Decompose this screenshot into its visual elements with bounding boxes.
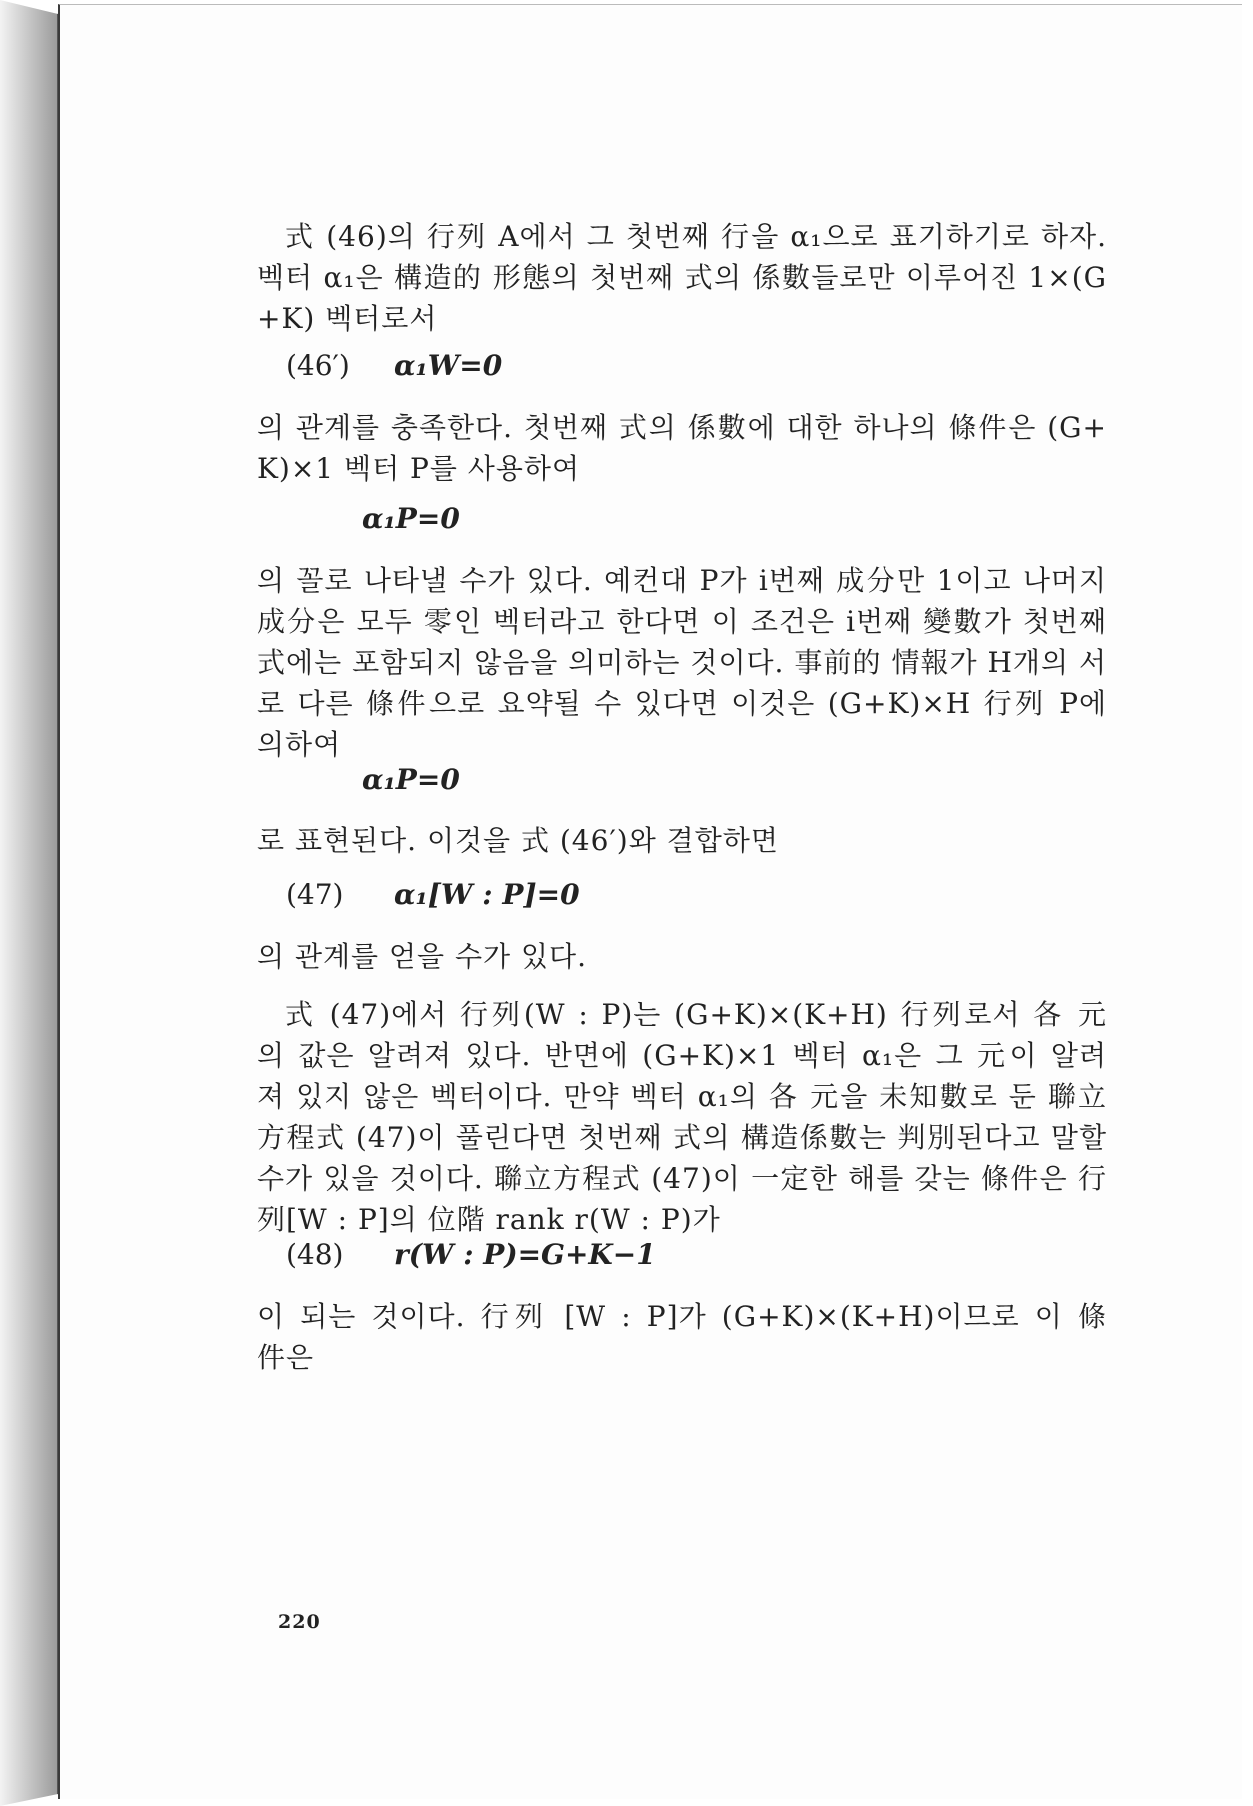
paragraph-6: [257, 994, 1107, 1240]
book-spine: [0, 0, 58, 1806]
equation-number: (46′): [286, 349, 350, 382]
text-line: +K) 벡터로서: [257, 302, 438, 335]
text-line: K)×1 벡터 P를 사용하여: [257, 452, 580, 485]
book-page: [58, 4, 1242, 1799]
paragraph-4: [257, 820, 1107, 861]
text-line: 의 값은 알려져 있다. 반면에 (G+K)×1 벡터 α₁은 그 元이 알려: [257, 1039, 1107, 1072]
equation-unnumbered-2: [362, 763, 460, 796]
equation-body: r(W : P)=G+K−1: [394, 1238, 656, 1271]
equation-body: α₁W=0: [394, 349, 503, 382]
equation-47: [286, 878, 580, 911]
paragraph-1: [257, 216, 1107, 339]
text-line: 式에는 포함되지 않음을 의미하는 것이다. 事前的 情報가 H개의 서: [257, 646, 1107, 679]
equation-body: α₁[W : P]=0: [394, 878, 580, 911]
text-line: 方程式 (47)이 풀린다면 첫번째 式의 構造係數는 判別된다고 말할: [257, 1121, 1107, 1154]
text-line: 수가 있을 것이다. 聯立方程式 (47)이 一定한 해를 갖는 條件은 行: [257, 1162, 1107, 1195]
text-line: 의 관계를 얻을 수가 있다.: [257, 940, 587, 973]
text-line: 의하여: [257, 728, 342, 761]
equation-unnumbered-1: [362, 502, 460, 535]
text-line: 列[W : P]의 位階 rank r(W : P)가: [257, 1203, 721, 1236]
text-line: 成分은 모두 零인 벡터라고 한다면 이 조건은 i번째 變數가 첫번째: [257, 605, 1107, 638]
equation-body: α₁P=0: [362, 763, 460, 796]
paragraph-5: [257, 936, 1107, 977]
equation-number: (48): [286, 1238, 344, 1271]
text-line: 의 관계를 충족한다. 첫번째 式의 係數에 대한 하나의 條件은 (G+: [257, 411, 1107, 444]
equation-number: (47): [286, 878, 344, 911]
text-line: 의 꼴로 나타낼 수가 있다. 예컨대 P가 i번째 成分만 1이고 나머지: [257, 564, 1107, 597]
paragraph-3: [257, 560, 1107, 765]
paragraph-2: [257, 407, 1107, 489]
text-line: 벡터 α₁은 構造的 形態의 첫번째 式의 係數들로만 이루어진 1×(G: [257, 261, 1107, 294]
text-line: 式 (47)에서 行列(W : P)는 (G+K)×(K+H) 行列로서 各 元: [285, 998, 1107, 1031]
text-line: 져 있지 않은 벡터이다. 만약 벡터 α₁의 各 元을 未知數로 둔 聯立: [257, 1080, 1107, 1113]
paragraph-7: [257, 1296, 1107, 1378]
text-line: 로 다른 條件으로 요약될 수 있다면 이것은 (G+K)×H 行列 P에: [257, 687, 1107, 720]
equation-48: [286, 1238, 656, 1271]
text-line: 件은: [257, 1341, 315, 1374]
text-line: 로 표현된다. 이것을 式 (46′)와 결합하면: [257, 824, 779, 857]
text-line: 이 되는 것이다. 行列 [W : P]가 (G+K)×(K+H)이므로 이 條: [257, 1300, 1107, 1333]
equation-46prime: [286, 349, 502, 382]
text-line: 式 (46)의 行列 A에서 그 첫번째 行을 α₁으로 표기하기로 하자.: [285, 220, 1107, 253]
equation-body: α₁P=0: [362, 502, 460, 535]
page-number: 220: [278, 1611, 321, 1633]
